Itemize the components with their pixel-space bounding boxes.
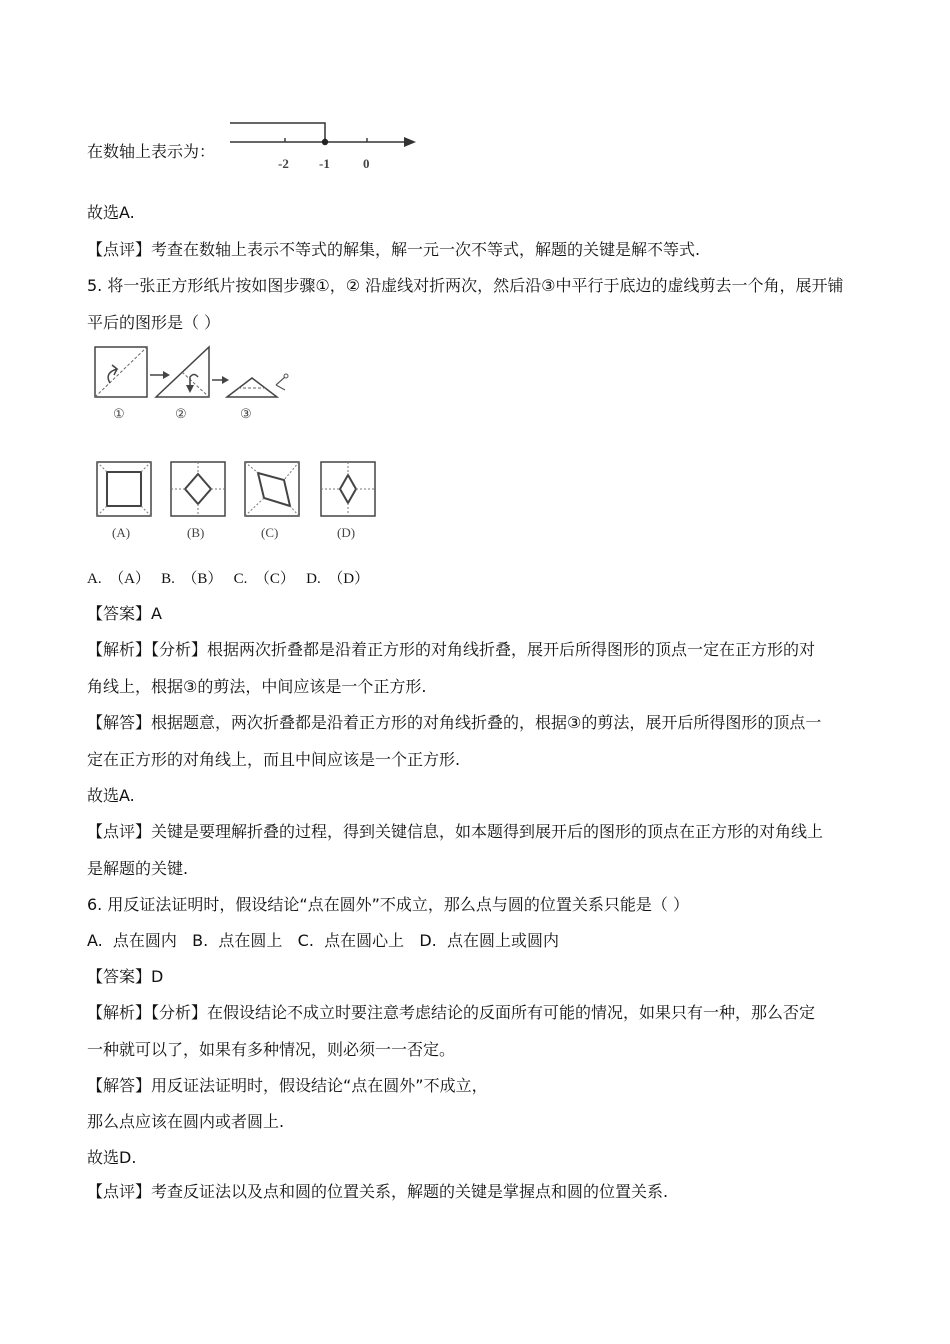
q6-analysis-line1: 【解析】【分析】在假设结论不成立时要注意考虑结论的反面所有可能的情况，如果只有一种，那么否定 [87, 1003, 816, 1022]
option-c-square [245, 462, 299, 516]
scissors-icon [276, 377, 285, 390]
q6-options: A. 点在圆内 B. 点在圆上 C. 点在圆心上 D. 点在圆上或圆内 [87, 931, 559, 950]
q5-analysis-line1: 【解析】【分析】根据两次折叠都是沿着正方形的对角线折叠，展开后所得图形的顶点一定在正方形的对 [87, 640, 816, 659]
figure-label: (B) [187, 525, 205, 540]
q5-options: A. （A） B. （B） C. （C） D. （D） [87, 571, 370, 587]
fold-diagonal [95, 347, 147, 397]
q6-solution-line2: 那么点应该在圆内或者圆上. [87, 1112, 285, 1131]
solution-ray [230, 123, 325, 142]
q6-comment: 【点评】考查反证法以及点和圆的位置关系，解题的关键是掌握点和圆的位置关系. [87, 1182, 669, 1201]
q5-answer: 【答案】A [87, 604, 162, 623]
small-triangle [227, 378, 277, 397]
axis-arrow [404, 137, 416, 147]
q5-choice: 故选A. [87, 786, 135, 805]
option-d-cutout [340, 475, 356, 503]
option-a-square [97, 462, 151, 516]
q5-comment-line2: 是解题的关键. [87, 859, 189, 878]
answer-options-figure [93, 458, 393, 548]
q6-choice: 故选D. [87, 1148, 137, 1167]
q5-comment-line1: 【点评】关键是要理解折叠的过程，得到关键信息，如本题得到展开后的图形的顶点在正方形的对角线上 [87, 822, 824, 841]
fold-median [182, 372, 209, 397]
step-arrow-head [222, 376, 229, 384]
q5-solution-line2: 定在正方形的对角线上，而且中间应该是一个正方形. [87, 750, 461, 769]
q5-solution-line1: 【解答】根据题意，两次折叠都是沿着正方形的对角线折叠的，根据③的剪法，展开后所得图形的顶点一 [87, 713, 822, 732]
fold-arrow-icon [108, 365, 117, 383]
tick-label: 0 [363, 156, 370, 171]
q5-stem-line2: 平后的图形是（ ） [87, 313, 221, 332]
q6-analysis-line2: 一种就可以了，如果有多种情况，则必须一一否定。 [87, 1040, 456, 1059]
prev-choice: 故选A. [87, 203, 135, 222]
figure-label: (D) [337, 525, 356, 540]
scissors-icon [284, 374, 288, 378]
boundary-point [322, 139, 328, 145]
step-label: ② [175, 406, 187, 421]
step-label: ③ [240, 406, 252, 421]
q5-analysis-line2: 角线上，根据③的剪法，中间应该是一个正方形. [87, 677, 427, 696]
figure-label: (C) [261, 525, 279, 540]
q6-stem: 6. 用反证法证明时，假设结论“点在圆外”不成立，那么点与圆的位置关系只能是（ ） [87, 895, 690, 914]
option-b-cutout [185, 474, 211, 504]
fold-arrow-head [186, 385, 194, 393]
option-a-cutout [107, 472, 141, 506]
q6-answer: 【答案】D [87, 967, 164, 986]
figure-label: (A) [112, 525, 131, 540]
step-label: ① [113, 406, 125, 421]
step-arrow-head [163, 371, 170, 379]
q6-solution-line1: 【解答】用反证法证明时，假设结论“点在圆外”不成立， [87, 1076, 488, 1095]
number-line-figure [228, 115, 428, 175]
q5-stem-line1: 5. 将一张正方形纸片按如图步骤①，② 沿虚线对折两次，然后沿③中平行于底边的虚线剪去一个角，展开铺 [87, 276, 844, 295]
folding-steps-figure [90, 345, 290, 425]
prev-comment: 【点评】考查在数轴上表示不等式的解集，解一元一次不等式，解题的关键是解不等式. [87, 240, 701, 259]
tick-label: -1 [319, 156, 330, 171]
tick-label: -2 [278, 156, 289, 171]
number-line-caption: 在数轴上表示为： [87, 142, 216, 161]
